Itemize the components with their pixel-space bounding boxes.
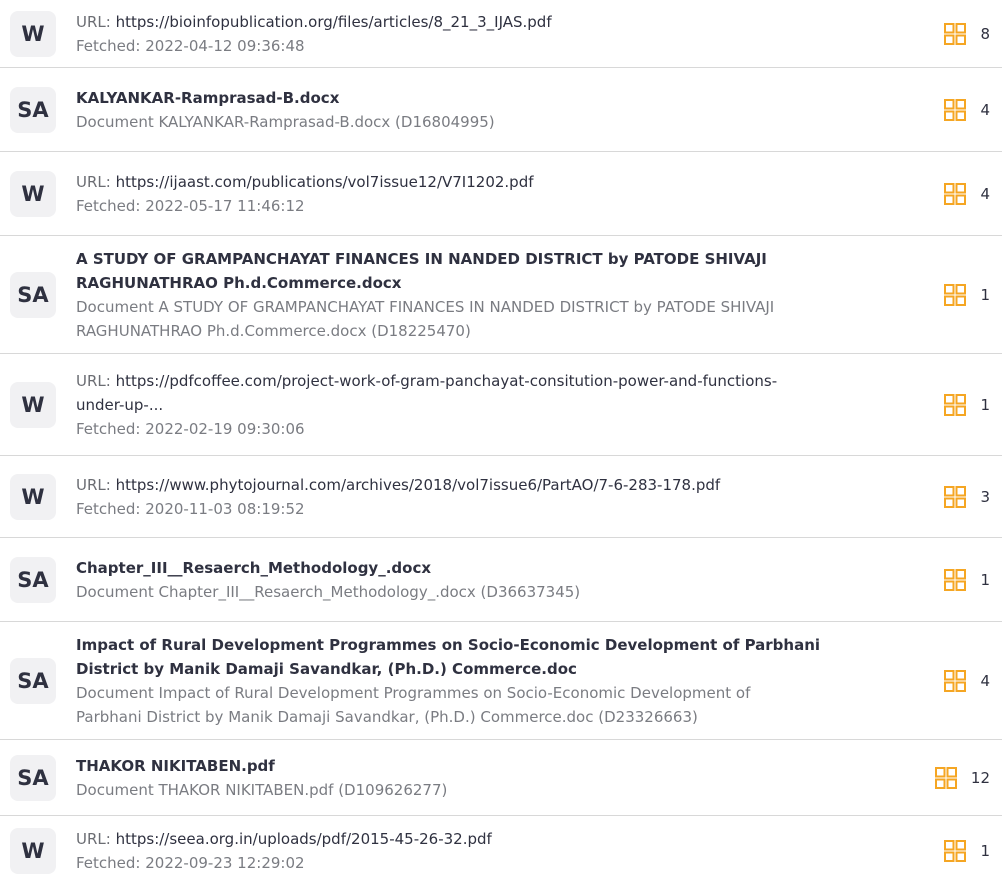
match-count: 1 [980,395,990,414]
grid-icon[interactable] [944,23,966,45]
source-url[interactable]: https://seea.org.in/uploads/pdf/2015-45-26-32.pdf [115,830,492,848]
match-count: 12 [970,768,990,787]
document-description: Document Impact of Rural Development Programmes on Socio-Economic Development of [76,683,751,702]
fetched-date: Fetched: 2022-09-23 12:29:02 [76,854,305,872]
source-url[interactable]: https://pdfcoffee.com/project-work-of-gram-panchayat-consitution-power-and-functions- [115,371,778,390]
source-url-cont[interactable]: under-up-... [76,395,164,414]
url-label: URL: [76,371,111,390]
source-badge: SA [10,755,56,801]
document-description: Document THAKOR NIKITABEN.pdf (D109626277) [76,780,448,799]
source-badge: W [10,828,56,874]
document-title[interactable]: KALYANKAR-Ramprasad-B.docx [76,88,340,107]
grid-icon[interactable] [944,394,966,416]
source-content [76,10,906,58]
source-content [76,247,906,343]
document-title[interactable]: THAKOR NIKITABEN.pdf [76,756,275,775]
grid-icon[interactable] [944,183,966,205]
document-title-cont[interactable]: RAGHUNATHRAO Ph.d.Commerce.docx [76,273,402,292]
fetched-date: Fetched: 2022-02-19 09:30:06 [76,419,305,438]
grid-icon[interactable] [944,569,966,591]
grid-icon[interactable] [944,670,966,692]
source-url[interactable]: https://www.phytojournal.com/archives/2018/vol7issue6/PartAO/7-6-283-178.pdf [115,475,721,494]
grid-icon[interactable] [935,767,957,789]
document-description: Document A STUDY OF GRAMPANCHAYAT FINANCES IN NANDED DISTRICT by PATODE SHIVAJI [76,297,775,316]
source-content [76,556,906,604]
source-badge: SA [10,272,56,318]
source-row[interactable] [0,816,1002,886]
source-badge: W [10,11,56,57]
document-title-cont[interactable]: District by Manik Damaji Savandkar, (Ph.D.) Commerce.doc [76,659,577,678]
source-badge: SA [10,658,56,704]
grid-icon[interactable] [944,840,966,862]
fetched-date: Fetched: 2022-04-12 09:36:48 [76,36,305,55]
source-row[interactable] [0,68,1002,152]
document-description: Document Chapter_III__Resaerch_Methodology_.docx (D36637345) [76,582,581,601]
source-url[interactable]: https://ijaast.com/publications/vol7issue12/V7I1202.pdf [115,172,534,191]
source-row[interactable] [0,538,1002,622]
match-count: 1 [980,285,990,304]
source-url[interactable]: https://bioinfopublication.org/files/articles/8_21_3_IJAS.pdf [115,12,552,31]
source-content [76,86,906,134]
match-count: 4 [980,184,990,203]
source-row[interactable] [0,456,1002,538]
source-content [76,369,906,441]
document-title[interactable]: A STUDY OF GRAMPANCHAYAT FINANCES IN NANDED DISTRICT by PATODE SHIVAJI [76,249,767,268]
source-row[interactable] [0,740,1002,816]
source-content [76,754,906,802]
source-badge: SA [10,557,56,603]
document-description: Document KALYANKAR-Ramprasad-B.docx (D16804995) [76,112,495,131]
match-count: 4 [980,100,990,119]
match-count: 1 [980,842,990,860]
document-title[interactable]: Chapter_III__Resaerch_Methodology_.docx [76,558,432,577]
source-badge: SA [10,87,56,133]
document-description-cont: RAGHUNATHRAO Ph.d.Commerce.docx (D18225470) [76,321,471,340]
source-content [76,473,906,521]
match-count: 1 [980,570,990,589]
source-content [76,633,906,729]
source-row[interactable] [0,354,1002,456]
match-count: 4 [980,671,990,690]
match-count: 8 [980,24,990,43]
grid-icon[interactable] [944,99,966,121]
source-row[interactable] [0,0,1002,68]
source-row[interactable] [0,622,1002,740]
source-badge: W [10,474,56,520]
source-badge: W [10,171,56,217]
url-label: URL: [76,830,111,848]
fetched-date: Fetched: 2022-05-17 11:46:12 [76,196,305,215]
source-badge: W [10,382,56,428]
source-row[interactable] [0,152,1002,236]
source-row[interactable] [0,236,1002,354]
document-title[interactable]: Impact of Rural Development Programmes on Socio-Economic Development of Parbhani [76,635,821,654]
fetched-date: Fetched: 2020-11-03 08:19:52 [76,499,305,518]
match-count: 3 [980,487,990,506]
document-description-cont: Parbhani District by Manik Damaji Savandkar, (Ph.D.) Commerce.doc (D23326663) [76,707,698,726]
url-label: URL: [76,475,111,494]
source-content [76,170,906,218]
url-label: URL: [76,12,111,31]
source-content [76,827,906,875]
grid-icon[interactable] [944,486,966,508]
grid-icon[interactable] [944,284,966,306]
url-label: URL: [76,172,111,191]
